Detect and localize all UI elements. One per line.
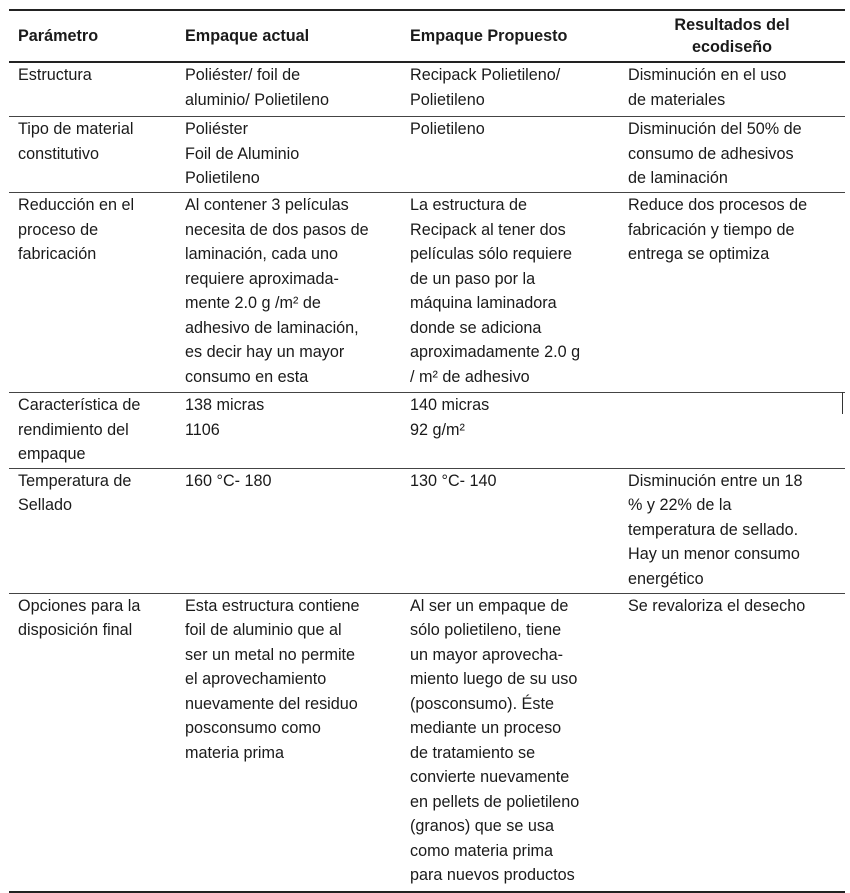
cell-empaque-actual: Poliéster Foil de Aluminio Polietileno [176, 117, 401, 193]
cell-empaque-actual: Al contener 3 películas necesita de dos pasos de laminación, cada uno requiere aproximada- mente 2.0 g /m² de adhesivo de laminación, es decir hay un mayor consumo en esta [176, 193, 401, 393]
ecodesign-comparison-table [9, 9, 845, 893]
cell-empaque-actual: Esta estructura contiene foil de aluminio que al ser un metal no permite el aprovechamiento nuevamente del residuo posconsumo como materia prima [176, 593, 401, 892]
table-header-row [9, 10, 845, 62]
table-row-temperatura-sellado [9, 468, 845, 593]
cell-parametro: Característica de rendimiento del empaque [9, 393, 176, 469]
cell-parametro: Estructura [9, 62, 176, 117]
header-empaque-propuesto: Empaque Propuesto [401, 10, 619, 62]
header-resultados: Resultados del ecodiseño [619, 10, 845, 62]
cell-parametro: Opciones para la disposición final [9, 593, 176, 892]
table-row-tipo-material [9, 117, 845, 193]
table-row-estructura [9, 62, 845, 117]
cell-empaque-propuesto: Polietileno [401, 117, 619, 193]
cell-resultados: Disminución del 50% de consumo de adhesivos de laminación [619, 117, 845, 193]
cell-resultados: Disminución en el uso de materiales [619, 62, 845, 117]
cell-parametro: Tipo de material constitutivo [9, 117, 176, 193]
table-row-rendimiento [9, 393, 845, 469]
cell-resultados: Reduce dos procesos de fabricación y tiempo de entrega se optimiza [619, 193, 845, 393]
table-row-reduccion-proceso [9, 193, 845, 393]
cell-empaque-propuesto: Recipack Polietileno/ Polietileno [401, 62, 619, 117]
table-edge-mark [842, 392, 843, 414]
header-parametro: Parámetro [9, 10, 176, 62]
cell-empaque-propuesto: 140 micras 92 g/m² [401, 393, 619, 469]
cell-resultados: Se revaloriza el desecho [619, 593, 845, 892]
cell-parametro: Reducción en el proceso de fabricación [9, 193, 176, 393]
cell-empaque-actual: 160 °C- 180 [176, 468, 401, 593]
cell-empaque-actual: Poliéster/ foil de aluminio/ Polietileno [176, 62, 401, 117]
cell-resultados [619, 393, 845, 469]
cell-parametro: Temperatura de Sellado [9, 468, 176, 593]
header-empaque-actual: Empaque actual [176, 10, 401, 62]
cell-empaque-propuesto: La estructura de Recipack al tener dos películas sólo requiere de un paso por la máquina laminadora donde se adiciona aproximadamente 2.0 g / m² de adhesivo [401, 193, 619, 393]
cell-empaque-actual: 138 micras 1106 [176, 393, 401, 469]
cell-resultados: Disminución entre un 18 % y 22% de la temperatura de sellado. Hay un menor consumo energético [619, 468, 845, 593]
cell-empaque-propuesto: Al ser un empaque de sólo polietileno, tiene un mayor aprovecha- miento luego de su uso (posconsumo). Éste mediante un proceso de tratamiento se convierte nuevamente en pellets de polietileno (granos) que se usa como materia prima para nuevos productos [401, 593, 619, 892]
cell-empaque-propuesto: 130 °C- 140 [401, 468, 619, 593]
table-row-disposicion-final [9, 593, 845, 892]
